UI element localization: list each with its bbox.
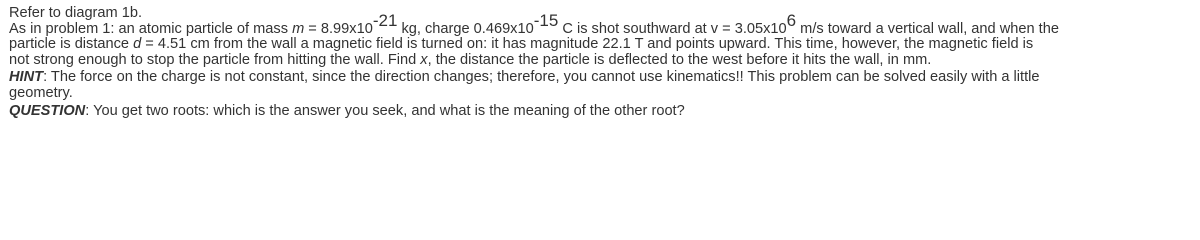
text-segment: particle is distance (9, 36, 134, 52)
variable-d: d (133, 36, 142, 52)
variable-m: m (292, 20, 305, 37)
text-segment: = 8.99x10 (304, 20, 373, 37)
text-segment: kg, charge 0.469x10 (397, 20, 534, 37)
question-line (9, 104, 1191, 120)
text-segment: = 4.51 cm from the wall a magnetic field is turned on: it has magnitude 22.1 T and points upward. This time, however, the magnetic field is (141, 36, 1034, 52)
hint-text: : The force on the charge is not constant, since the direction changes; therefore, you cannot use kinematics!! This problem can be solved easily with a little (43, 69, 1040, 85)
exponent-charge: -15 (533, 10, 559, 30)
exponent-mass: -21 (372, 10, 398, 30)
hint-line-2: geometry. (9, 84, 73, 101)
hint-label: HINT (9, 69, 44, 85)
problem-line-3 (9, 53, 1191, 69)
text-segment: , the distance the particle is deflected to the west before it hits the wall, in mm. (427, 51, 932, 68)
diagram-reference: Refer to diagram 1b. (9, 5, 143, 21)
problem-line-2 (9, 37, 1191, 53)
exponent-velocity: 6 (786, 10, 797, 30)
hint-block (9, 70, 1191, 101)
text-segment: As in problem 1: an atomic particle of mass (9, 20, 293, 37)
text-segment: C is shot southward at v = 3.05x10 (558, 20, 787, 37)
variable-x: x (420, 51, 428, 68)
question-text: : You get two roots: which is the answer you seek, and what is the meaning of the other root? (85, 103, 685, 119)
text-segment: not strong enough to stop the particle from hitting the wall. Find (9, 51, 421, 68)
question-block (9, 104, 1191, 120)
hint-line-1 (9, 70, 1191, 86)
question-label: QUESTION (9, 103, 86, 119)
text-segment: m/s toward a vertical wall, and when the (796, 20, 1059, 37)
